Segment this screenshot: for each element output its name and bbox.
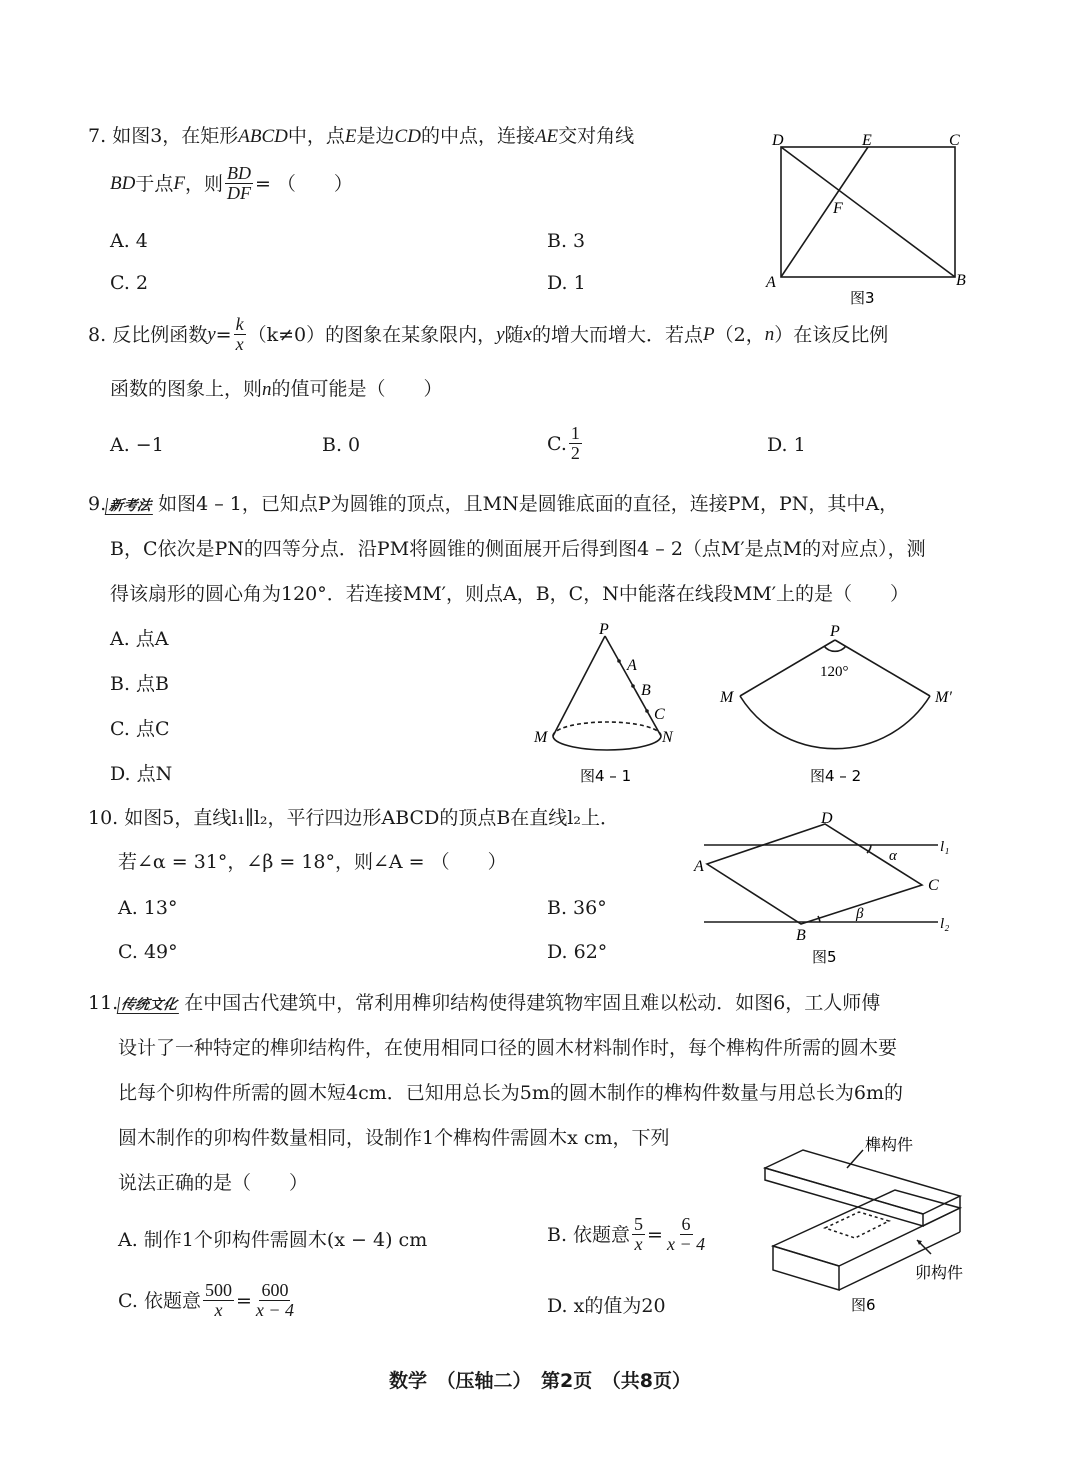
angle-label: 120° [820, 664, 849, 680]
q8-fraction-kx: $\frac{k}{x}$ [235, 314, 244, 354]
q8-option-b[interactable]: B. 0 [322, 434, 361, 456]
q11-b-frac-left: $\frac{5}{x}$ [634, 1214, 644, 1254]
label-b: B [956, 272, 966, 289]
q10-option-b[interactable]: B. 36° [547, 897, 607, 919]
mortise-label: 卯构件 [915, 1263, 964, 1282]
label-a: A [766, 274, 776, 291]
figure-6-mortise-tenon [755, 1128, 980, 1323]
q7-option-b[interactable]: B. 3 [547, 230, 586, 252]
q7-option-c[interactable]: C. 2 [110, 272, 149, 294]
diagonal-bd [781, 147, 955, 277]
q11-option-b[interactable]: B. 依题意 $\frac{5}{x}$ = $\frac{6}{x - 4}$ [547, 1214, 706, 1254]
q11-c-frac-right: $\frac{600}{x - 4}$ [255, 1280, 295, 1320]
q7-line2: BD 于点 F ，则 $\frac{BD}{DF}$ = （ ） [110, 163, 353, 203]
label-n: N [662, 729, 673, 746]
q10-line1: 10. 如图5，直线l₁∥l₂，平行四边形ABCD的顶点B在直线l₂上． [88, 807, 619, 829]
parallelogram-abcd [707, 824, 922, 924]
segment-ae [781, 147, 868, 277]
figure-4-2-sector [710, 618, 970, 788]
q9-option-b[interactable]: B. 点B [110, 673, 170, 695]
label-c: C [928, 877, 939, 894]
q9-line3: 得该扇形的圆心角为120°．若连接MM′，则点A，B，C，N中能落在线段MM′上的是（ ） [110, 583, 910, 605]
q8-option-c[interactable]: C. $\frac{1}{2}$ [547, 423, 580, 463]
label-f: F [833, 200, 843, 217]
figure-3-caption: 图3 [850, 289, 875, 307]
q10-option-c[interactable]: C. 49° [118, 941, 178, 963]
q9-option-c[interactable]: C. 点C [110, 718, 170, 740]
label-a: A [694, 858, 704, 875]
figure-4-2-caption: 图4 – 2 [810, 767, 862, 785]
label-l1: l₁ [940, 839, 950, 855]
label-d: D [821, 810, 833, 827]
q11-line5: 说法正确的是（ ） [118, 1172, 309, 1194]
figure-5 [690, 805, 960, 970]
label-a: A [627, 657, 637, 674]
label-d: D [772, 132, 784, 149]
figure-3 [760, 125, 980, 310]
label-m: M [534, 729, 548, 746]
label-c: C [654, 706, 665, 723]
figure-4-1-caption: 图4 – 1 [580, 767, 632, 785]
label-l2: l₂ [940, 916, 950, 932]
figure-5-caption: 图5 [812, 948, 837, 966]
q9-option-a[interactable]: A. 点A [110, 628, 169, 650]
q8-option-d[interactable]: D. 1 [767, 434, 806, 456]
q10-option-a[interactable]: A. 13° [118, 897, 178, 919]
q9-option-d[interactable]: D. 点N [110, 763, 173, 785]
q11-line2: 设计了一种特定的榫卯结构件，在使用相同口径的圆木材料制作时，每个榫构件所需的圆木要 [118, 1037, 898, 1059]
q7-line1: 7. 如图3，在矩形ABCD中，点E是边CD的中点，连接AE交对角线 [88, 125, 635, 147]
q10-option-d[interactable]: D. 62° [547, 941, 608, 963]
q11-line4: 圆木制作的卯构件数量相同，设制作1个榫构件需圆木x cm，下列 [118, 1127, 670, 1149]
q8-option-a[interactable]: A. −1 [110, 434, 164, 456]
tenon-label: 榫构件 [865, 1135, 914, 1154]
q11-tag-badge: 传统文化 [117, 997, 181, 1014]
q11-line3: 比每个卯构件所需的圆木短4cm．已知用总长为5m的圆木制作的榫构件数量与用总长为6m的 [118, 1082, 903, 1104]
q9-tag-badge: 新考法 [105, 498, 155, 515]
figure-4-1-cone [525, 618, 695, 788]
label-m-prime: M′ [935, 689, 952, 706]
q8-line1: 8. 反比例函数 y = $\frac{k}{x}$ （k≠0）的图象在某象限内， y 随 x 的增大而增大．若点 P （2， n ）在该反比例 [88, 314, 889, 354]
q11-line1: 11. 传统文化 在中国古代建筑中，常利用榫卯结构使得建筑物牢固且难以松动．如图6，工人师傅 [88, 992, 881, 1014]
q7-option-d[interactable]: D. 1 [547, 272, 586, 294]
q10-line2: 若∠α = 31°，∠β = 18°，则∠A = （ ） [118, 851, 507, 873]
q7-fraction: $\frac{BD}{DF}$ [226, 163, 251, 203]
label-c: C [949, 132, 960, 149]
q11-option-a[interactable]: A. 制作1个卯构件需圆木(x − 4) cm [118, 1229, 428, 1251]
label-p: P [599, 621, 609, 638]
label-m: M [720, 689, 734, 706]
label-b: B [796, 927, 806, 944]
q11-option-d[interactable]: D. x的值为20 [547, 1295, 666, 1317]
q9-line1: 9. 新考法 如图4 – 1，已知点P为圆锥的顶点，且MN是圆锥底面的直径，连接PM，PN，其中A， [88, 493, 899, 515]
q11-b-frac-right: $\frac{6}{x - 4}$ [666, 1214, 706, 1254]
label-alpha: α [889, 848, 897, 864]
label-p: P [830, 623, 840, 640]
figure-6-caption: 图6 [851, 1296, 876, 1314]
q8-line2: 函数的图象上，则n的值可能是（ ） [110, 378, 443, 400]
label-e: E [862, 132, 872, 149]
label-b: B [641, 682, 651, 699]
q7-option-a[interactable]: A. 4 [110, 230, 148, 252]
label-beta: β [856, 906, 864, 922]
q9-line2: B，C依次是PN的四等分点．沿PM将圆锥的侧面展开后得到图4 – 2（点M′是点M的对应点），测 [110, 538, 926, 560]
q11-c-frac-left: $\frac{500}{x}$ [204, 1280, 232, 1320]
q8-option-c-fraction: $\frac{1}{2}$ [570, 423, 580, 463]
q11-option-c[interactable]: C. 依题意 $\frac{500}{x}$ = $\frac{600}{x - 4}$ [118, 1280, 295, 1320]
page-footer: 数学 （压轴二） 第2页 （共8页） [389, 1370, 691, 1392]
